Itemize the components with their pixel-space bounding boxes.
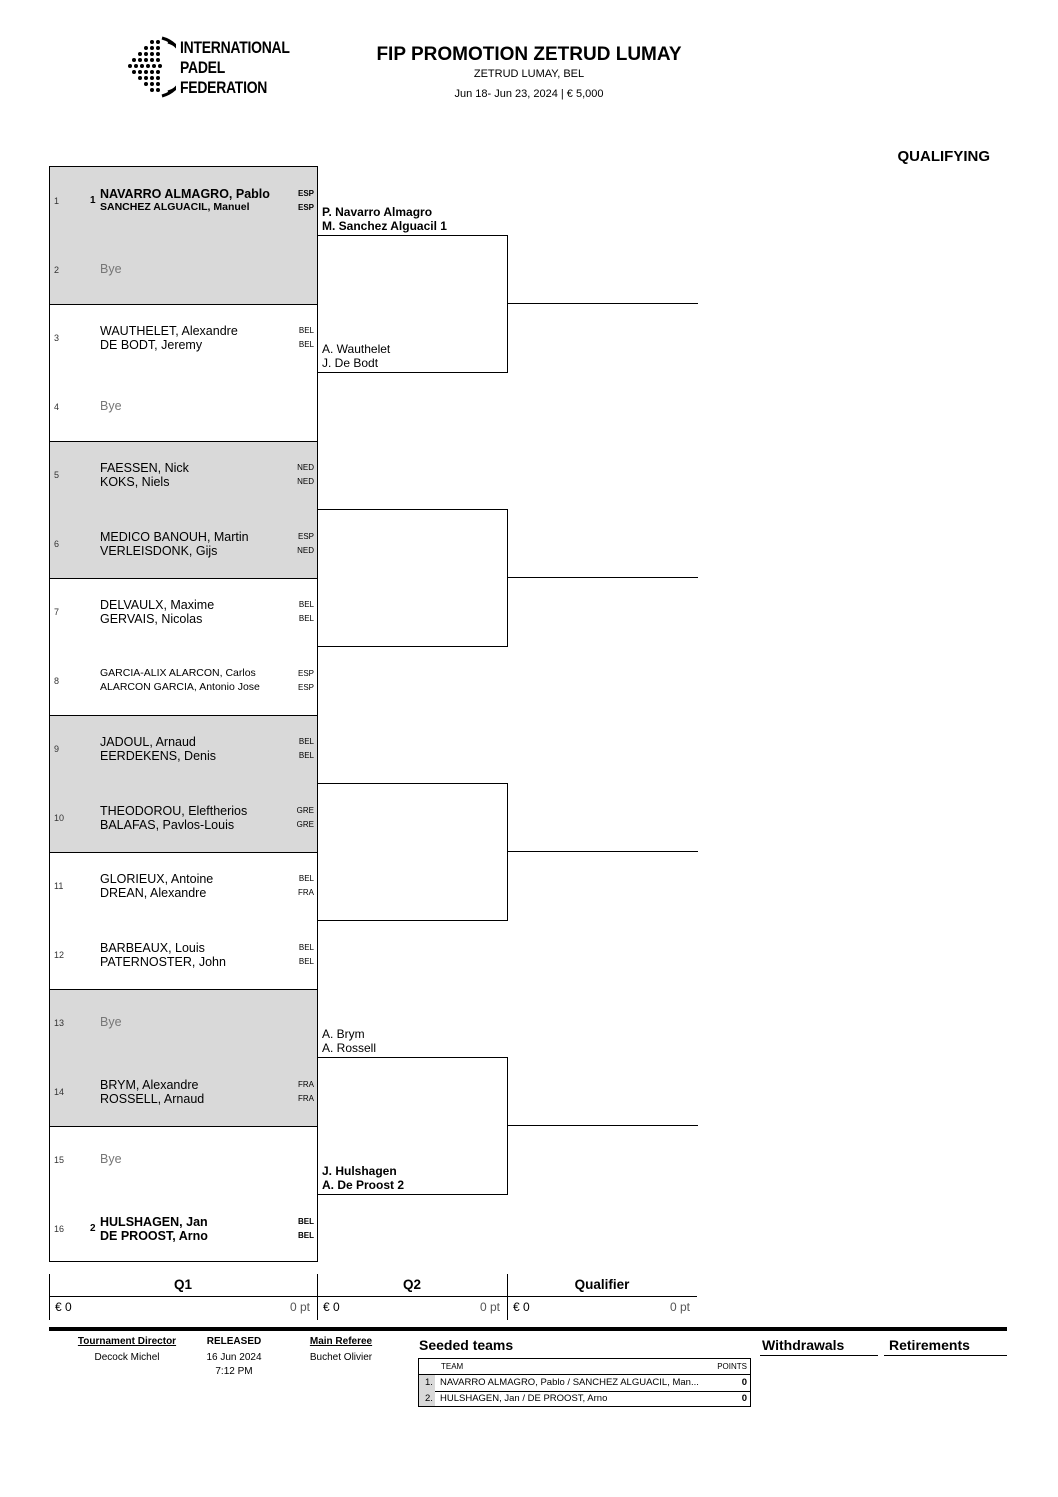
draw-slot (50, 1195, 317, 1264)
seed-number: 2. (425, 1393, 433, 1404)
tournament-dates-prize: Jun 18- Jun 23, 2024 | € 5,000 (454, 88, 604, 100)
slot-position-number: 14 (54, 1086, 65, 1097)
player-name: BALAFAS, Pavlos-Louis (100, 817, 235, 832)
withdrawals-heading: Withdrawals (762, 1337, 845, 1353)
slot-position-number: 11 (54, 881, 64, 891)
tournament-title: FIP PROMOTION ZETRUD LUMAY (376, 44, 682, 65)
nationality-code: NED (297, 463, 314, 472)
bye-label: Bye (100, 398, 122, 413)
match-separator (50, 578, 317, 579)
round-divider (317, 1274, 318, 1320)
seed-number: 1. (425, 1377, 433, 1388)
player-name: MEDICO BANOUH, Martin (100, 529, 249, 544)
main-referee-name: Buchet Olivier (309, 1352, 373, 1363)
nationality-code: BEL (298, 600, 314, 609)
prize-qualifier: € 0 (513, 1300, 530, 1314)
round-header-q1: Q1 (49, 1274, 317, 1297)
player-name: WAUTHELET, Alexandre (100, 324, 238, 338)
draw-slot (50, 1126, 317, 1195)
player-name: FAESSEN, Nick (100, 461, 189, 475)
match-result-line (318, 783, 508, 784)
match-separator (50, 1126, 317, 1127)
draw-slot (50, 784, 317, 853)
nationality-code: BEL (298, 1230, 314, 1240)
padel-ball-icon (128, 36, 176, 102)
seeded-table-header (419, 1361, 750, 1375)
nationality-code: GRE (296, 819, 314, 829)
slot-position-number: 4 (54, 401, 60, 412)
draw-slot (50, 373, 317, 442)
draw-slot (50, 647, 317, 716)
seeded-team-name: HULSHAGEN, Jan / DE PROOST, Arno (440, 1393, 608, 1404)
nationality-code: BEL (298, 737, 314, 746)
player-name: HULSHAGEN, Jan (100, 1214, 208, 1229)
advanced-team-player: A. Rossell (322, 1040, 377, 1055)
slot-position-number: 16 (54, 1223, 65, 1234)
tournament-director-label: Tournament Director (77, 1336, 177, 1347)
advanced-team-player: A. Wauthelet (322, 341, 391, 356)
draw-slot (50, 921, 317, 990)
bye-label: Bye (100, 1152, 122, 1166)
match-result-line (318, 1057, 508, 1058)
nationality-code: BEL (298, 942, 314, 952)
round-divider (507, 1274, 508, 1320)
draw-slot (50, 989, 317, 1058)
draw-slot (50, 1058, 317, 1127)
slot-position-number: 3 (54, 333, 60, 343)
slot-position-number: 1 (54, 196, 60, 206)
retirements-underline (884, 1355, 1007, 1356)
player-name: BARBEAUX, Louis (100, 940, 205, 955)
tournament-director-name: Decock Michel (94, 1352, 160, 1363)
nationality-code: BEL (298, 1216, 314, 1226)
player-name: JADOUL, Arnaud (100, 735, 196, 749)
nationality-code: FRA (298, 1079, 314, 1089)
seed-number: 2 (90, 1222, 96, 1234)
player-name: GARCIA-ALIX ALARCON, Carlos (100, 666, 256, 679)
nationality-code: GRE (296, 805, 314, 815)
slot-position-number: 15 (54, 1155, 65, 1165)
seeded-team-points: 0 (741, 1393, 747, 1404)
slot-position-number: 13 (54, 1018, 65, 1028)
match-result-line (318, 235, 508, 236)
draw-slot (50, 167, 317, 236)
advanced-team-player: A. Brym (322, 1026, 365, 1041)
match-separator (50, 852, 317, 853)
slot-position-number: 8 (54, 675, 60, 686)
prize-q2: € 0 (323, 1300, 340, 1314)
nationality-code: BEL (298, 340, 314, 349)
draw-slot (50, 510, 317, 579)
player-name: DELVAULX, Maxime (100, 598, 215, 612)
seed-number: 1 (90, 195, 96, 206)
draw-slot (50, 578, 317, 647)
nationality-code: ESP (297, 682, 314, 692)
player-name: EERDEKENS, Denis (100, 749, 217, 763)
nationality-code: BEL (298, 874, 314, 883)
match-separator (50, 715, 317, 716)
player-name: ALARCON GARCIA, Antonio Jose (100, 680, 260, 693)
player-name: DE PROOST, Arno (100, 1228, 208, 1243)
withdrawals-underline (760, 1355, 878, 1356)
match-separator (50, 989, 317, 990)
draw-slot (50, 236, 317, 305)
player-name: SANCHEZ ALGUACIL, Manuel (100, 201, 250, 213)
nationality-code: FRA (298, 1093, 314, 1103)
draw-first-round (49, 166, 318, 1262)
draw-slot (50, 441, 317, 510)
nationality-code: BEL (298, 751, 314, 760)
nationality-code: ESP (297, 668, 314, 678)
player-name: DE BODT, Jeremy (100, 338, 203, 352)
match-result-line (318, 920, 508, 921)
points-qualifier: 0 pt (669, 1300, 690, 1314)
nationality-code: NED (297, 477, 314, 486)
released-time: 7:12 PM (215, 1366, 253, 1377)
nationality-code: FRA (298, 888, 314, 897)
advanced-team-player: P. Navarro Almagro (322, 204, 433, 219)
tournament-location: ZETRUD LUMAY, BEL (473, 68, 585, 80)
fip-logo (128, 36, 298, 102)
match-result-line (318, 646, 508, 647)
player-name: PATERNOSTER, John (100, 954, 226, 969)
slot-position-number: 5 (54, 470, 60, 480)
player-name: NAVARRO ALMAGRO, Pablo (100, 187, 270, 201)
player-name: DREAN, Alexandre (100, 886, 207, 900)
nationality-code: ESP (297, 203, 314, 212)
seeded-row (419, 1391, 750, 1407)
qualifier-line (508, 577, 698, 578)
slot-position-number: 9 (54, 744, 60, 754)
nationality-code: BEL (298, 614, 314, 623)
nationality-code: ESP (297, 531, 314, 541)
points-column-header: POINTS (717, 1362, 747, 1371)
slot-position-number: 10 (54, 812, 65, 823)
slot-position-number: 12 (54, 949, 65, 960)
seeded-teams-table (418, 1358, 751, 1407)
match-separator (50, 304, 317, 305)
round-divider (49, 1274, 50, 1320)
player-name: VERLEISDONK, Gijs (100, 543, 218, 558)
advanced-team-player: J. Hulshagen (322, 1163, 397, 1178)
player-name: GERVAIS, Nicolas (100, 612, 203, 626)
nationality-code: BEL (298, 326, 314, 335)
player-name: ROSSELL, Arnaud (100, 1091, 205, 1106)
points-q2: 0 pt (479, 1300, 500, 1314)
advanced-team-player: M. Sanchez Alguacil 1 (322, 218, 447, 233)
advanced-team-player: A. De Proost 2 (322, 1177, 405, 1192)
bye-label: Bye (100, 1015, 122, 1029)
slot-position-number: 7 (54, 607, 60, 617)
draw-slot (50, 852, 317, 921)
seeded-row (419, 1375, 750, 1392)
footer-divider (49, 1327, 1007, 1331)
qualifier-line (508, 851, 698, 852)
points-q1: 0 pt (289, 1300, 310, 1314)
advanced-team-player: J. De Bodt (322, 355, 379, 370)
match-result-line (318, 372, 508, 373)
nationality-code: ESP (297, 189, 314, 198)
nationality-code: BEL (298, 956, 314, 966)
qualifier-line (508, 303, 698, 304)
retirements-heading: Retirements (889, 1337, 970, 1353)
bye-label: Bye (100, 261, 122, 276)
slot-position-number: 2 (54, 264, 60, 275)
seeded-team-name: NAVARRO ALMAGRO, Pablo / SANCHEZ ALGUACIL, Man... (440, 1377, 699, 1388)
player-name: BRYM, Alexandre (100, 1077, 199, 1092)
draw-slot (50, 304, 317, 373)
slot-position-number: 6 (54, 538, 60, 549)
round-header-q2: Q2 (317, 1274, 507, 1297)
match-separator (50, 441, 317, 442)
released-date: 16 Jun 2024 (206, 1352, 262, 1363)
player-name: GLORIEUX, Antoine (100, 872, 214, 886)
player-name: THEODOROU, Eleftherios (100, 803, 248, 818)
logo-text: INTERNATIONAL PADEL FEDERATION (180, 38, 290, 97)
round-header-qualifier: Qualifier (507, 1274, 697, 1297)
prize-q1: € 0 (55, 1300, 72, 1314)
draw-slot (50, 715, 317, 784)
main-referee-label: Main Referee (309, 1336, 373, 1347)
qualifier-line (508, 1125, 698, 1126)
seeded-teams-heading: Seeded teams (419, 1337, 514, 1353)
player-name: KOKS, Niels (100, 475, 170, 489)
seeded-team-points: 0 (741, 1377, 747, 1388)
released-label: RELEASED (206, 1336, 262, 1347)
match-result-line (318, 509, 508, 510)
team-column-header: TEAM (441, 1362, 464, 1371)
nationality-code: NED (297, 545, 314, 555)
match-result-line (318, 1194, 508, 1195)
draw-type-label: QUALIFYING (897, 148, 990, 165)
